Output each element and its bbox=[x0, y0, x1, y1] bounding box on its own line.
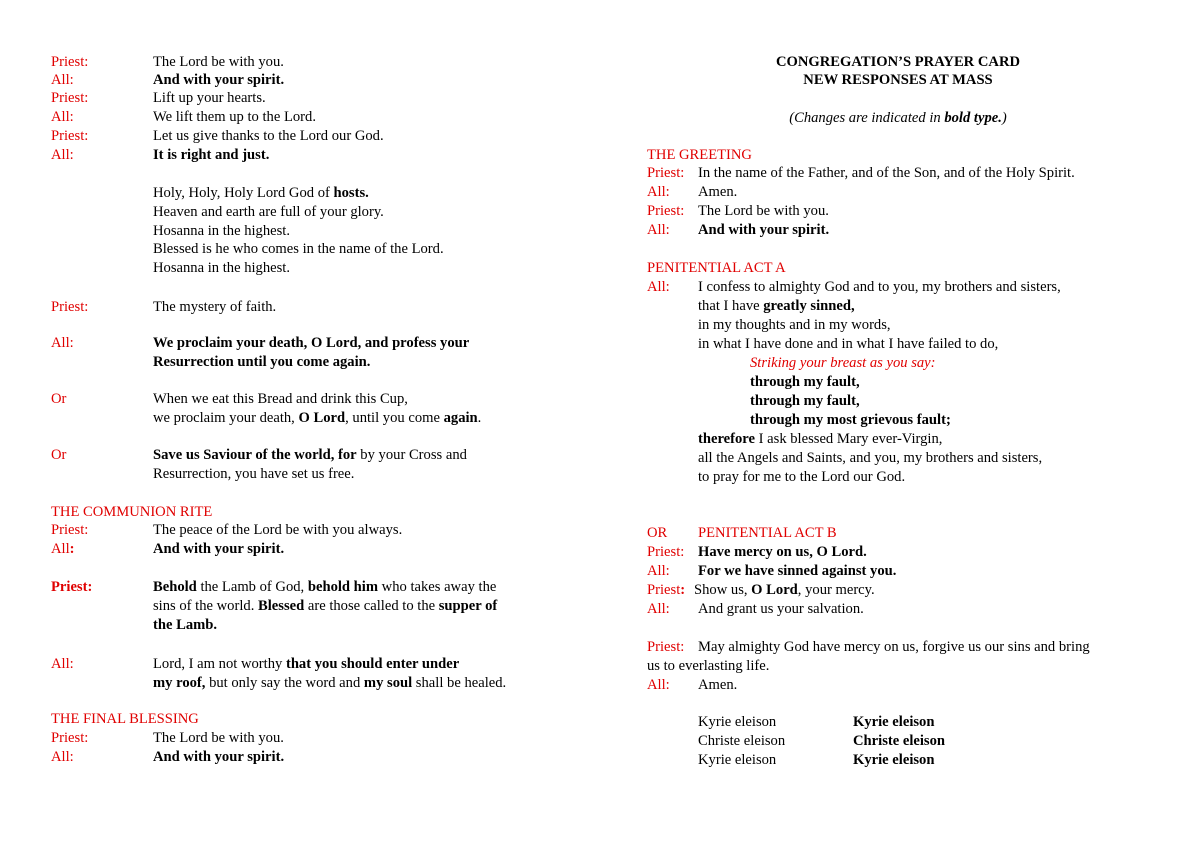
dialogue-line: The peace of the Lord be with you always. bbox=[153, 522, 403, 538]
text-run: I ask blessed Mary ever-Virgin, bbox=[755, 431, 943, 447]
kyrie-people: Christe eleison bbox=[853, 733, 946, 749]
speaker-label: All: bbox=[647, 563, 670, 579]
note-bold-text: bold type. bbox=[944, 110, 1002, 126]
section-heading: PENITENTIAL ACT B bbox=[698, 525, 837, 541]
text-run: who takes away the bbox=[378, 579, 497, 595]
speaker-label: All: bbox=[51, 147, 74, 163]
speaker-label: Priest: bbox=[51, 90, 89, 106]
confiteor-line: through my fault, bbox=[750, 393, 860, 409]
kyrie-priest: Christe eleison bbox=[698, 733, 786, 749]
speaker-label: All: bbox=[51, 72, 74, 88]
confiteor-line bbox=[698, 430, 942, 448]
changes-note bbox=[648, 109, 1148, 127]
speaker-label: All: bbox=[51, 109, 74, 125]
text-run: we proclaim your death, bbox=[153, 410, 299, 426]
dialogue-line: Amen. bbox=[698, 677, 738, 693]
speaker-label: All: bbox=[647, 677, 670, 693]
confiteor-line: all the Angels and Saints, and you, my brothers and sisters, bbox=[698, 450, 1043, 466]
speaker-label: All: bbox=[51, 749, 74, 765]
worthy-line bbox=[153, 674, 506, 692]
speaker-label: Priest: bbox=[647, 544, 685, 560]
dialogue-line: Amen. bbox=[698, 184, 738, 200]
acclamation-line: Resurrection until you come again. bbox=[153, 354, 371, 370]
speaker-label: Or bbox=[51, 391, 67, 407]
bold-run: Blessed bbox=[258, 598, 305, 614]
confiteor-line: to pray for me to the Lord our God. bbox=[698, 469, 906, 485]
text-run: Lord, I am not worthy bbox=[153, 656, 286, 672]
note-text: ) bbox=[1001, 110, 1007, 126]
acclamation-line: When we eat this Bread and drink this Cup, bbox=[153, 391, 408, 407]
dialogue-line: Lift up your hearts. bbox=[153, 90, 266, 106]
confiteor-line: through my fault, bbox=[750, 374, 860, 390]
sanctus-bold-text: hosts. bbox=[333, 185, 369, 201]
bold-run: again bbox=[443, 410, 478, 426]
sanctus-line: Hosanna in the highest. bbox=[153, 260, 290, 276]
bold-run: my roof, bbox=[153, 675, 206, 691]
kyrie-priest: Kyrie eleison bbox=[698, 752, 777, 768]
speaker-text: Priest bbox=[647, 582, 681, 598]
speaker-text: All bbox=[51, 541, 70, 557]
dialogue-line: And with your spirit. bbox=[698, 222, 830, 238]
speaker-label: All: bbox=[647, 184, 670, 200]
sanctus-line bbox=[153, 184, 369, 202]
confiteor-line: in my thoughts and in my words, bbox=[698, 317, 891, 333]
text-run: shall be healed. bbox=[412, 675, 507, 691]
text-run: that I have bbox=[698, 298, 764, 314]
bold-run: supper of bbox=[438, 598, 498, 614]
speaker-label: Or bbox=[51, 447, 67, 463]
dialogue-line: Have mercy on us, O Lord. bbox=[698, 544, 867, 560]
behold-line: the Lamb. bbox=[153, 617, 218, 633]
speaker-label: Priest: bbox=[647, 165, 685, 181]
text-run: Show us, bbox=[694, 582, 752, 598]
rubric-text: Striking your breast as you say: bbox=[750, 355, 936, 371]
bold-run: Save us Saviour of the world, for bbox=[153, 447, 357, 463]
speaker-label bbox=[647, 581, 685, 599]
speaker-label: Priest: bbox=[51, 54, 89, 70]
dialogue-line: And grant us your salvation. bbox=[698, 601, 864, 617]
bold-run: that you should enter under bbox=[285, 656, 460, 672]
text-run: , your mercy. bbox=[797, 582, 875, 598]
dialogue-line: The mystery of faith. bbox=[153, 299, 277, 315]
card-subtitle: NEW RESPONSES AT MASS bbox=[803, 72, 993, 88]
speaker-colon: : bbox=[680, 582, 686, 598]
note-text: (Changes are indicated in bbox=[789, 110, 945, 126]
or-label: OR bbox=[647, 525, 668, 541]
kyrie-people: Kyrie eleison bbox=[853, 752, 935, 768]
dialogue-line: The Lord be with you. bbox=[153, 730, 284, 746]
bold-run: Behold bbox=[153, 579, 197, 595]
acclamation-line: Resurrection, you have set us free. bbox=[153, 466, 355, 482]
card-title: CONGREGATION’S PRAYER CARD bbox=[775, 54, 1021, 70]
section-heading: THE FINAL BLESSING bbox=[51, 711, 199, 727]
dialogue-line bbox=[694, 581, 875, 599]
speaker-label: All: bbox=[647, 601, 670, 617]
dialogue-line: And with your spirit. bbox=[153, 749, 285, 765]
dialogue-line: The Lord be with you. bbox=[153, 54, 284, 70]
section-heading: PENITENTIAL ACT A bbox=[647, 260, 786, 276]
worthy-line bbox=[153, 655, 459, 673]
confiteor-line bbox=[698, 297, 855, 315]
bold-run: behold him bbox=[307, 579, 379, 595]
behold-line bbox=[153, 597, 497, 615]
confiteor-line: I confess to almighty God and to you, my brothers and sisters, bbox=[698, 279, 1061, 295]
bold-run: greatly sinned, bbox=[763, 298, 855, 314]
speaker-label: Priest: bbox=[51, 579, 93, 595]
bold-run: my soul bbox=[363, 675, 413, 691]
speaker-label: All: bbox=[51, 656, 74, 672]
text-run: by your Cross and bbox=[356, 447, 467, 463]
acclamation-line bbox=[153, 446, 467, 464]
speaker-label: All: bbox=[51, 335, 74, 351]
bold-run: therefore bbox=[698, 431, 755, 447]
acclamation-line bbox=[153, 409, 481, 427]
speaker-label: Priest: bbox=[647, 203, 685, 219]
bold-run: O Lord bbox=[298, 410, 346, 426]
speaker-label: Priest: bbox=[51, 522, 89, 538]
text-run: , until you come bbox=[345, 410, 444, 426]
speaker-label: Priest: bbox=[51, 730, 89, 746]
text-run: sins of the world. bbox=[153, 598, 258, 614]
dialogue-line: We lift them up to the Lord. bbox=[153, 109, 316, 125]
text-run: are those called to the bbox=[304, 598, 439, 614]
sanctus-line: Blessed is he who comes in the name of the Lord. bbox=[153, 241, 444, 257]
speaker-label: Priest: bbox=[51, 299, 89, 315]
text-run: but only say the word and bbox=[205, 675, 364, 691]
dialogue-line: In the name of the Father, and of the Son, and of the Holy Spirit. bbox=[698, 165, 1075, 181]
speaker-label: Priest: bbox=[647, 639, 685, 655]
absolution-line: May almighty God have mercy on us, forgive us our sins and bring bbox=[698, 639, 1090, 655]
sanctus-line: Hosanna in the highest. bbox=[153, 223, 290, 239]
kyrie-people: Kyrie eleison bbox=[853, 714, 935, 730]
speaker-label: All: bbox=[647, 279, 670, 295]
dialogue-line: And with your spirit. bbox=[153, 541, 285, 557]
speaker-colon: : bbox=[69, 541, 75, 557]
section-heading: THE COMMUNION RITE bbox=[51, 504, 213, 520]
kyrie-priest: Kyrie eleison bbox=[698, 714, 777, 730]
confiteor-line: through my most grievous fault; bbox=[750, 412, 951, 428]
speaker-label: Priest: bbox=[51, 128, 89, 144]
dialogue-line: And with your spirit. bbox=[153, 72, 285, 88]
section-heading: THE GREETING bbox=[647, 147, 752, 163]
dialogue-line: Let us give thanks to the Lord our God. bbox=[153, 128, 384, 144]
text-run: the Lamb of God, bbox=[196, 579, 308, 595]
behold-line bbox=[153, 578, 496, 596]
speaker-label: All: bbox=[647, 222, 670, 238]
dialogue-line: For we have sinned against you. bbox=[698, 563, 897, 579]
sanctus-line: Heaven and earth are full of your glory. bbox=[153, 204, 384, 220]
speaker-label bbox=[51, 540, 75, 558]
sanctus-text: Holy, Holy, Holy Lord God of bbox=[153, 185, 334, 201]
text-run: . bbox=[477, 410, 482, 426]
acclamation-line: We proclaim your death, O Lord, and profess your bbox=[153, 335, 470, 351]
dialogue-line: The Lord be with you. bbox=[698, 203, 829, 219]
dialogue-line: It is right and just. bbox=[153, 147, 270, 163]
bold-run: O Lord bbox=[751, 582, 798, 598]
confiteor-line: in what I have done and in what I have failed to do, bbox=[698, 336, 999, 352]
absolution-line: us to everlasting life. bbox=[647, 658, 770, 674]
